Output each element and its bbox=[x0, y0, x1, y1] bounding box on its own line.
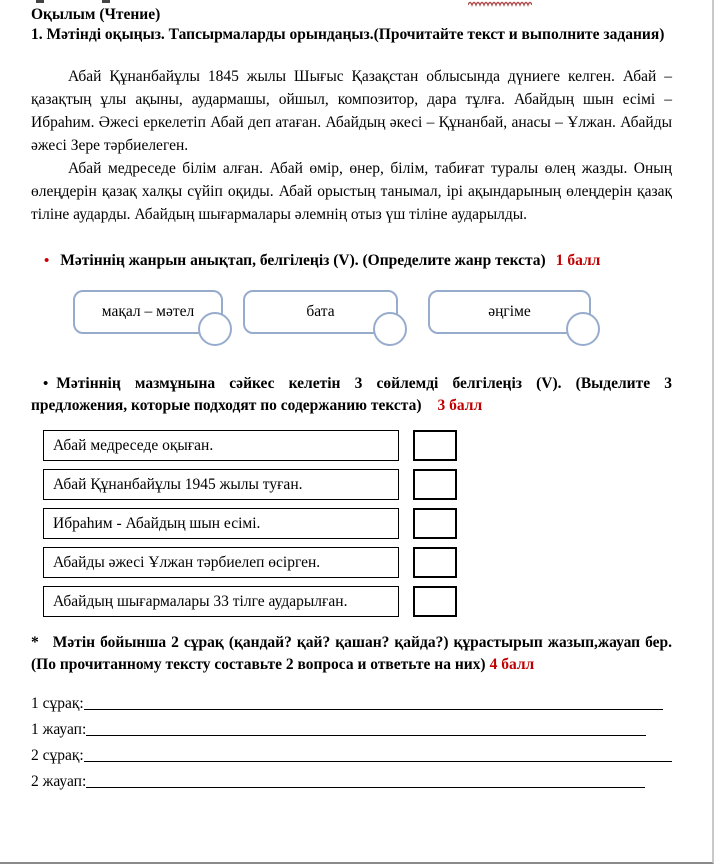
question-2-text: Мәтіннің мазмұнына сәйкес келетін 3 сөйлемді белгілеңіз (V). (Выделите 3 предложения, которые подходят по содержанию текста) bbox=[31, 375, 672, 414]
genre-option-label: мақал – мәтел bbox=[101, 303, 195, 320]
question-1 bbox=[31, 250, 672, 272]
answer-write-line[interactable] bbox=[84, 761, 672, 762]
statement-text: Абай Құнанбайұлы 1945 жылы туған. bbox=[43, 469, 399, 500]
statement-checkbox[interactable] bbox=[413, 469, 457, 500]
cropped-text-artifact bbox=[36, 0, 44, 3]
question-1-text: Мәтіннің жанрын анықтап, белгілеңіз (V). (Определите жанр текста) bbox=[60, 252, 546, 269]
genre-option-bata[interactable] bbox=[243, 290, 398, 334]
answer-line-answer-1 bbox=[31, 713, 672, 739]
answer-line-label: 1 сұрақ: bbox=[31, 695, 84, 712]
statement-checkbox[interactable] bbox=[413, 508, 457, 539]
question-1-score: 1 балл bbox=[555, 252, 601, 269]
statement-checkbox[interactable] bbox=[413, 430, 457, 461]
statement-text: Абайды әжесі Ұлжан тәрбиелеп өсірген. bbox=[43, 547, 399, 578]
statement-row bbox=[43, 508, 672, 539]
question-2-score: 3 балл bbox=[437, 397, 483, 414]
answer-write-line[interactable] bbox=[84, 709, 663, 710]
answer-line-question-2 bbox=[31, 739, 672, 765]
answer-mark-circle[interactable] bbox=[566, 312, 600, 346]
spellcheck-squiggle-icon bbox=[468, 0, 532, 7]
statement-checkbox[interactable] bbox=[413, 547, 457, 578]
genre-option-angime[interactable] bbox=[428, 290, 591, 334]
statement-row bbox=[43, 469, 672, 500]
black-bullet-icon: • bbox=[43, 376, 49, 392]
asterisk-marker: * bbox=[31, 634, 39, 651]
task-heading: 1. Мәтінді оқыңыз. Тапсырмаларды орындаңыз.(Прочитайте текст и выполните задания) bbox=[31, 26, 665, 43]
reading-paragraph-2: Абай медреседе білім алған. Абай өмір, өнер, білім, табиғат туралы өлең жазды. Оның өлеңдерін қазақ халқы сүйіп оқиды. Абай орыстың танымал, ірі ақындарының өлеңдерін қазақ тіліне аударды. Абайдың шығармалары әлемнің отыз үш тіліне аударылды. bbox=[31, 160, 672, 223]
answer-line-question-1 bbox=[31, 687, 672, 713]
statement-row bbox=[43, 547, 672, 578]
question-3 bbox=[31, 632, 672, 676]
genre-option-label: әңгіме bbox=[488, 303, 531, 320]
red-bullet-icon: • bbox=[44, 253, 50, 269]
answer-write-line[interactable] bbox=[86, 787, 645, 788]
question-2 bbox=[31, 373, 672, 417]
page-title: Оқылым (Чтение) bbox=[31, 6, 161, 23]
reading-paragraph-1: Абай Құнанбайұлы 1845 жылы Шығыс Қазақстан облысында дүниеге келген. Абай – қазақтың ұлы ақыны, аудармашы, ойшыл, композитор, дара тұлға. Абайдың шын есімі – Ибраһим. Әжесі еркелетіп Абай деп атаған. Абайдың әкесі – Құнанбай, анасы – Ұлжан. Абайды әжесі Зере тәрбиелеген. bbox=[31, 68, 672, 154]
genre-option-label: бата bbox=[306, 303, 335, 320]
answer-line-label: 2 жауап: bbox=[31, 773, 87, 790]
question-3-score: 4 балл bbox=[489, 656, 535, 673]
statement-row bbox=[43, 586, 672, 617]
question-3-text: Мәтін бойынша 2 сұрақ (қандай? қай? қашан? қайда?) құрастырып жазып,жауап бер. (По прочитанному тексту составьте 2 вопроса и ответьте на них) bbox=[31, 634, 672, 673]
statement-row bbox=[43, 430, 672, 461]
genre-options-row bbox=[73, 290, 672, 348]
statement-checkbox[interactable] bbox=[413, 586, 457, 617]
answer-lines bbox=[31, 687, 672, 791]
answer-mark-circle[interactable] bbox=[373, 312, 407, 346]
statement-text: Ибраһим - Абайдың шын есімі. bbox=[43, 508, 399, 539]
genre-option-makal-matel[interactable] bbox=[73, 290, 223, 334]
answer-line-answer-2 bbox=[31, 765, 672, 791]
answer-line-label: 1 жауап: bbox=[31, 721, 87, 738]
answer-mark-circle[interactable] bbox=[198, 312, 232, 346]
answer-line-label: 2 сұрақ: bbox=[31, 747, 84, 764]
answer-write-line[interactable] bbox=[86, 735, 646, 736]
statement-text: Абай медреседе оқыған. bbox=[43, 430, 399, 461]
cropped-text-artifact bbox=[102, 0, 110, 3]
statements-list bbox=[43, 430, 672, 617]
statement-text: Абайдың шығармалары 33 тілге аударылған. bbox=[43, 586, 399, 617]
